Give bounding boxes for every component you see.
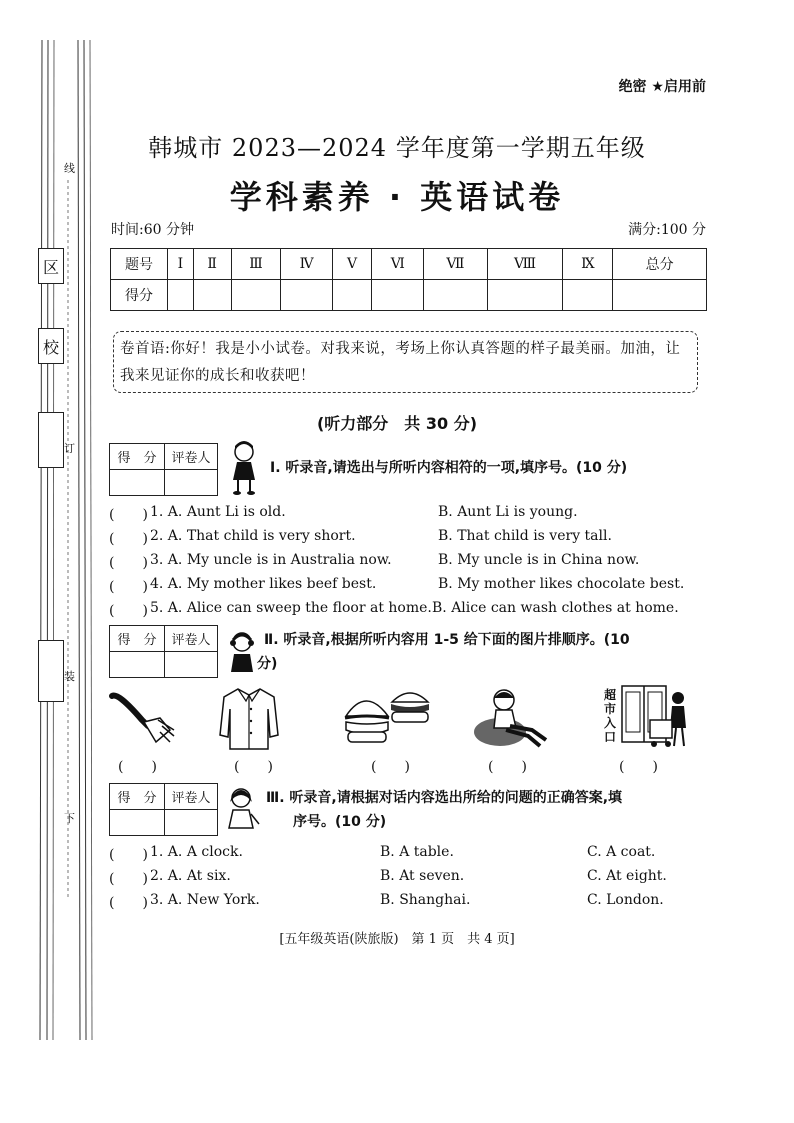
time-limit: 时间:60 分钟 — [111, 222, 194, 238]
picture-answer-paren: ( ) — [488, 759, 527, 775]
answer-paren: ( ) — [109, 895, 148, 911]
picture-answer-paren: ( ) — [619, 759, 658, 775]
grader-score-cell — [110, 652, 165, 677]
score-table-header-label: 题号 — [111, 249, 168, 280]
grader-score-cell — [110, 810, 165, 835]
answer-paren: ( ) — [109, 555, 148, 571]
section3-title-line1: Ⅲ. 听录音,请根据对话内容选出所给的问题的正确答案,填 — [266, 790, 623, 806]
shirt-icon — [218, 685, 280, 751]
score-col-total: 总分 — [613, 249, 707, 280]
girl-with-headphones-icon — [228, 630, 258, 674]
score-col-5: Ⅴ — [332, 249, 372, 280]
section1-title: Ⅰ. 听录音,请选出与所听内容相符的一项,填序号。(10 分) — [270, 460, 628, 476]
s1-q3-option-a: 3. A. My uncle is in Australia now. — [150, 552, 392, 568]
answer-paren: ( ) — [109, 579, 148, 595]
binding-school-box — [38, 328, 64, 364]
score-col-9: Ⅸ — [563, 249, 613, 280]
supermarket-icon — [620, 684, 692, 750]
score-col-7: Ⅶ — [424, 249, 488, 280]
score-cell — [193, 280, 231, 311]
grader-name-cell — [165, 810, 217, 835]
binding-district-label: 区 — [42, 257, 59, 277]
binding-school-label: 校 — [42, 337, 59, 357]
picture-answer-paren: ( ) — [371, 759, 410, 775]
s3-q1-option-b: B. A table. — [380, 844, 454, 860]
score-col-2: Ⅱ — [193, 249, 231, 280]
s1-q4-option-b: B. My mother likes chocolate best. — [438, 576, 685, 592]
grader-name-cell — [165, 652, 217, 677]
preface-box — [113, 331, 698, 393]
grader-score-cell — [110, 470, 165, 495]
s1-q5-option-b: B. Alice can wash clothes at home. — [432, 600, 679, 616]
score-table-score-row — [111, 280, 707, 311]
boy-sitting-icon — [470, 686, 550, 748]
s1-q2-option-a: 2. A. That child is very short. — [150, 528, 356, 544]
score-cell — [168, 280, 194, 311]
preface-text: 卷首语:你好！我是小小试卷。对我来说，考场上你认真答题的样子最美丽。加油，让我来见证你的成长和收获吧！ — [120, 341, 681, 384]
score-col-6: Ⅵ — [372, 249, 424, 280]
score-cell — [231, 280, 281, 311]
full-score: 满分:100 分 — [628, 222, 706, 238]
answer-paren: ( ) — [109, 603, 148, 619]
grader-score-label: 得 分 — [110, 444, 165, 469]
score-cell — [332, 280, 372, 311]
s1-q4-option-a: 4. A. My mother likes beef best. — [150, 576, 377, 592]
s3-q1-option-c: C. A coat. — [587, 844, 656, 860]
binding-line-char: 线 — [64, 162, 75, 175]
burger-icon — [342, 686, 432, 748]
grader-name-label: 评卷人 — [171, 451, 211, 466]
score-table-row-label: 得分 — [111, 280, 168, 311]
binding-below-char: 下 — [64, 812, 75, 825]
section2-title-line2: 分) — [257, 656, 278, 672]
answer-paren: ( ) — [109, 847, 148, 863]
s1-q3-option-b: B. My uncle is in China now. — [438, 552, 640, 568]
score-cell — [563, 280, 613, 311]
girl-writing-icon — [225, 786, 261, 830]
score-cell — [281, 280, 332, 311]
s3-q2-option-c: C. At eight. — [587, 868, 667, 884]
exam-title-line1: 韩城市 2023—2024 学年度第一学期五年级 — [148, 134, 646, 162]
s1-q1-option-b: B. Aunt Li is young. — [438, 504, 578, 520]
s3-q1-option-a: 1. A. A clock. — [150, 844, 243, 860]
s1-q2-option-b: B. That child is very tall. — [438, 528, 612, 544]
grader-box-2 — [109, 625, 218, 678]
binding-bind-char: 装 — [64, 670, 75, 683]
score-col-1: Ⅰ — [168, 249, 194, 280]
grader-box-1 — [109, 443, 218, 496]
listening-part-title: (听力部分 共 30 分) — [316, 414, 478, 433]
grader-box-3 — [109, 783, 218, 836]
page-footer: [五年级英语(陕旅版) 第 1 页 共 4 页] — [279, 932, 515, 947]
binding-name-box — [38, 640, 64, 702]
secret-label: 绝密 ★启用前 — [618, 79, 706, 95]
s3-q2-option-a: 2. A. At six. — [150, 868, 231, 884]
score-cell — [372, 280, 424, 311]
girl-mascot-icon — [228, 440, 262, 496]
score-cell — [487, 280, 563, 311]
grader-name-label: 评卷人 — [171, 791, 211, 806]
answer-paren: ( ) — [109, 531, 148, 547]
answer-paren: ( ) — [109, 507, 148, 523]
score-col-8: Ⅷ — [487, 249, 563, 280]
s3-q3-option-c: C. London. — [587, 892, 664, 908]
binding-order-char: 订 — [64, 442, 75, 455]
picture-answer-paren: ( ) — [118, 759, 157, 775]
supermarket-sign: 超市入口 — [604, 688, 617, 744]
s3-q3-option-b: B. Shanghai. — [380, 892, 471, 908]
s1-q5-option-a: 5. A. Alice can sweep the floor at home. — [150, 600, 432, 616]
grader-name-cell — [165, 470, 217, 495]
score-table-header-row — [111, 249, 707, 280]
score-col-4: Ⅳ — [281, 249, 332, 280]
s3-q2-option-b: B. At seven. — [380, 868, 465, 884]
s1-q1-option-a: 1. A. Aunt Li is old. — [150, 504, 286, 520]
section2-title-line1: Ⅱ. 听录音,根据所听内容用 1-5 给下面的图片排顺序。(10 — [264, 632, 630, 648]
exam-title-line2: 学科素养 · 英语试卷 — [229, 178, 565, 216]
section3-title-line2: 序号。(10 分) — [293, 814, 387, 830]
picture-answer-paren: ( ) — [234, 759, 273, 775]
s3-q3-option-a: 3. A. New York. — [150, 892, 260, 908]
score-cell — [613, 280, 707, 311]
score-cell — [424, 280, 488, 311]
grader-score-label: 得 分 — [110, 784, 165, 809]
score-col-3: Ⅲ — [231, 249, 281, 280]
binding-district-box — [38, 248, 64, 284]
score-table — [110, 248, 707, 311]
grader-name-label: 评卷人 — [171, 633, 211, 648]
fork-icon — [108, 690, 176, 746]
answer-paren: ( ) — [109, 871, 148, 887]
grader-score-label: 得 分 — [110, 626, 165, 651]
